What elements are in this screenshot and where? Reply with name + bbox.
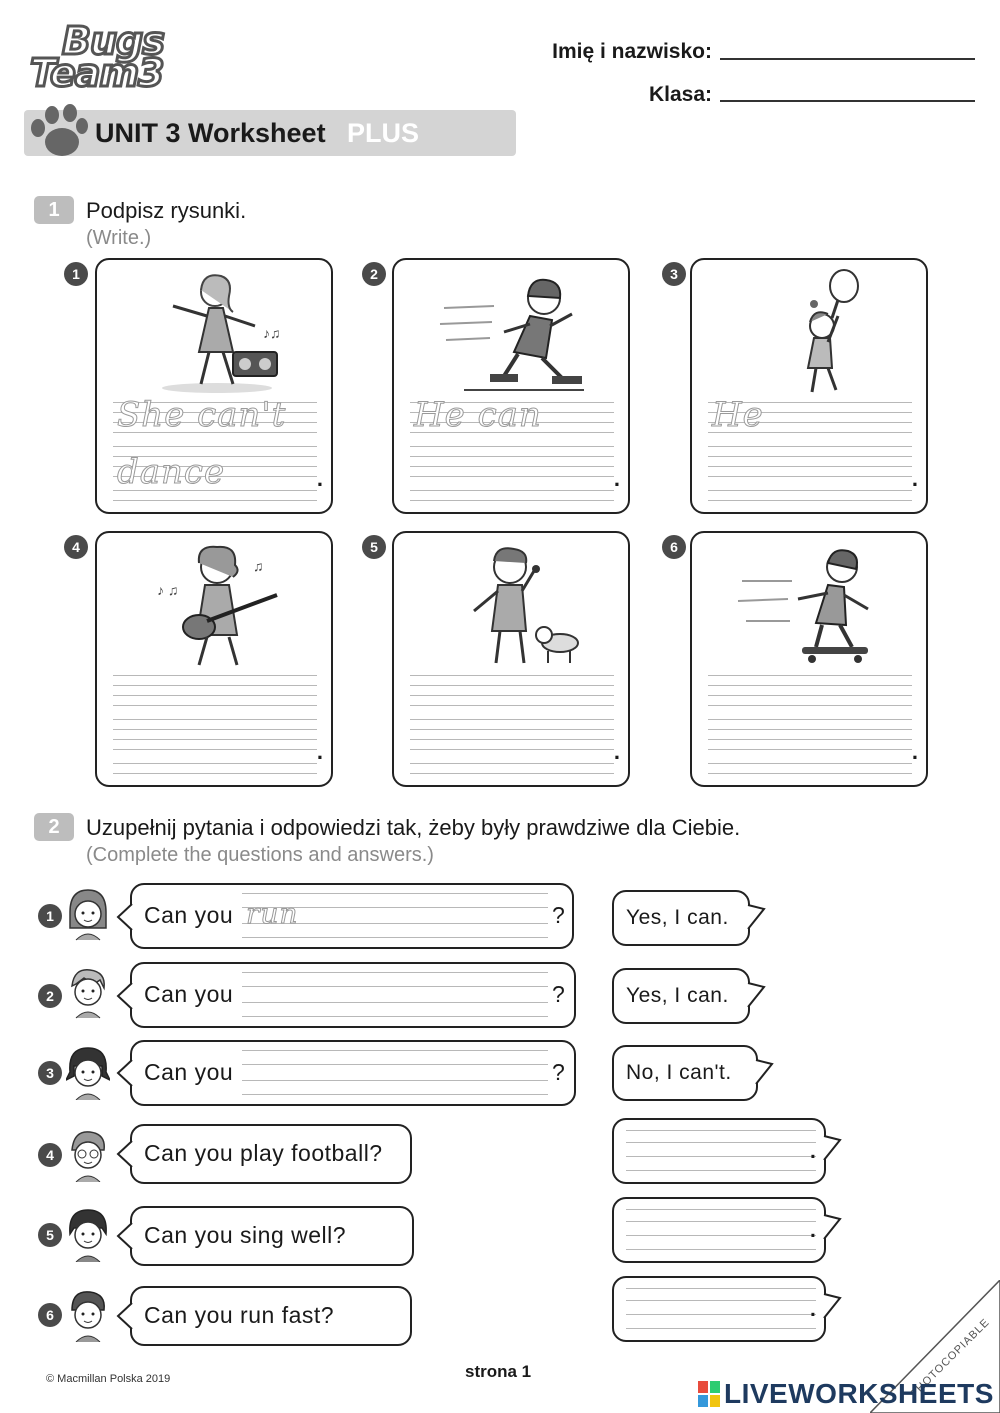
boy-rollerskating-picture <box>434 268 594 396</box>
question-text: Can you play football? <box>144 1140 383 1166</box>
answer-bubble <box>612 1118 826 1184</box>
girl-playing-guitar-picture <box>137 541 297 669</box>
period: . <box>316 466 323 491</box>
child-avatar <box>66 1208 110 1262</box>
exercise-2-number: 2 <box>34 813 74 841</box>
boy-singing-picture <box>434 541 594 669</box>
item-number: 5 <box>362 535 386 559</box>
question-mark: ? <box>552 981 566 1007</box>
period: . <box>810 1140 817 1163</box>
item-number: 1 <box>64 262 88 286</box>
exercise-1-title: Podpisz rysunki. <box>86 198 247 223</box>
question-bubble <box>130 1124 412 1184</box>
question-bubble <box>130 1040 576 1106</box>
tracing-text[interactable]: He <box>712 395 764 435</box>
question-bubble <box>130 1206 414 1266</box>
answer-bubble <box>612 968 750 1024</box>
answer-text: Yes, I can. <box>626 984 729 1007</box>
tracing-text[interactable]: He can <box>414 395 542 435</box>
question-number: 3 <box>38 1061 62 1085</box>
period: . <box>911 739 918 764</box>
picture-box-2 <box>392 258 630 514</box>
liveworksheets-brand[interactable]: LIVEWORKSHEETS <box>724 1378 994 1409</box>
picture-box-3 <box>690 258 928 514</box>
girl-skateboarding-picture <box>732 541 892 669</box>
copyright: © Macmillan Polska 2019 <box>46 1373 171 1385</box>
picture-box-6 <box>690 531 928 787</box>
answer-bubble <box>612 1276 826 1342</box>
tracing-text[interactable]: run <box>246 897 299 930</box>
question-text: Can you <box>144 981 234 1007</box>
question-text: Can you <box>144 1059 234 1085</box>
question-bubble <box>130 962 576 1028</box>
name-label: Imię i nazwisko: <box>552 40 712 63</box>
boy-playing-tennis-picture <box>732 268 892 396</box>
question-text: Can you sing well? <box>144 1222 347 1248</box>
tracing-text[interactable]: She can't <box>117 395 287 435</box>
svg-text:♪ ♫: ♪ ♫ <box>157 582 179 598</box>
exercise-2-subtitle: (Complete the questions and answers.) <box>86 844 434 866</box>
period: . <box>613 466 620 491</box>
question-number: 4 <box>38 1143 62 1167</box>
picture-box-5 <box>392 531 630 787</box>
child-avatar <box>66 1046 110 1100</box>
class-input-line[interactable] <box>720 100 975 102</box>
question-text: Can you <box>144 902 234 928</box>
child-avatar <box>66 1128 110 1182</box>
girl-dancing-picture <box>137 268 297 396</box>
question-mark: ? <box>552 902 566 928</box>
paw-icon <box>26 104 88 162</box>
question-text: Can you run fast? <box>144 1302 335 1328</box>
period: . <box>810 1219 817 1242</box>
exercise-1-number: 1 <box>34 196 74 224</box>
item-number: 2 <box>362 262 386 286</box>
answer-text: No, I can't. <box>626 1061 732 1084</box>
answer-bubble <box>612 1197 826 1263</box>
exercise-1-subtitle: (Write.) <box>86 227 152 249</box>
name-input-line[interactable] <box>720 58 975 60</box>
liveworksheets-icon <box>698 1381 720 1407</box>
child-avatar <box>66 888 110 942</box>
logo-bugs: Bugs <box>62 19 164 63</box>
page-number: strona 1 <box>465 1362 532 1381</box>
logo-team3: Team3 <box>30 51 164 95</box>
question-bubble <box>130 1286 412 1346</box>
question-mark: ? <box>552 1059 566 1085</box>
photocopiable-label: PHOTOCOPIABLE <box>908 1316 993 1401</box>
svg-text:♪♫: ♪♫ <box>263 325 281 341</box>
item-number: 6 <box>662 535 686 559</box>
child-avatar <box>66 1288 110 1342</box>
tracing-text[interactable]: dance <box>117 452 226 492</box>
period: . <box>911 466 918 491</box>
answer-bubble <box>612 1045 758 1101</box>
picture-box-4 <box>95 531 333 787</box>
answer-bubble <box>612 890 750 946</box>
question-number: 5 <box>38 1223 62 1247</box>
unit-plus: PLUS <box>347 118 420 148</box>
period: . <box>613 739 620 764</box>
svg-text:♫: ♫ <box>253 558 264 574</box>
question-number: 1 <box>38 904 62 928</box>
class-label: Klasa: <box>648 83 712 106</box>
period: . <box>810 1298 817 1321</box>
question-number: 2 <box>38 984 62 1008</box>
answer-text: Yes, I can. <box>626 906 729 929</box>
unit-title: UNIT 3 Worksheet <box>95 118 326 148</box>
picture-box-1 <box>95 258 333 514</box>
child-avatar <box>66 966 110 1020</box>
item-number: 3 <box>662 262 686 286</box>
question-number: 6 <box>38 1303 62 1327</box>
period: . <box>316 739 323 764</box>
question-bubble <box>130 883 574 949</box>
item-number: 4 <box>64 535 88 559</box>
exercise-2-title: Uzupełnij pytania i odpowiedzi tak, żeby były prawdziwe dla Ciebie. <box>86 815 741 840</box>
